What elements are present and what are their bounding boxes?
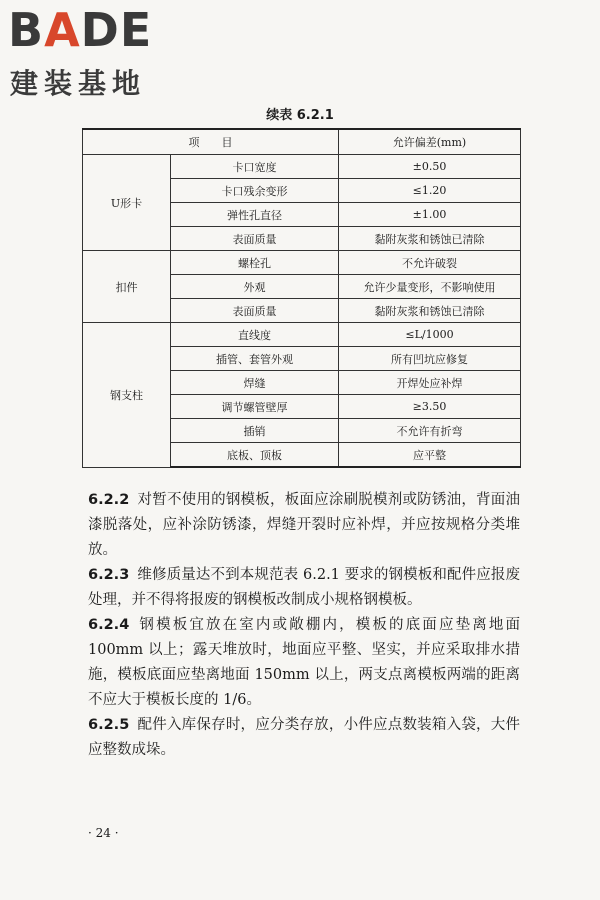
group-name-cell: 钢支柱: [83, 323, 171, 468]
clause-text: 维修质量达不到本规范表 6.2.1 要求的钢模板和配件应报废处理，并不得将报废的钢模板改制成小规格钢模板。: [88, 567, 520, 608]
item-cell: 插管、套管外观: [171, 347, 339, 371]
clause-text: 对暂不使用的钢模板，板面应涂刷脱模剂或防锈油，背面油漆脱落处，应补涂防锈漆，焊缝开裂时应补焊，并应按规格分类堆放。: [88, 492, 520, 558]
item-cell: 弹性孔直径: [171, 203, 339, 227]
group-name-cell: 扣件: [83, 251, 171, 323]
item-cell: 底板、顶板: [171, 443, 339, 468]
item-cell: 焊缝: [171, 371, 339, 395]
tolerance-cell: 允许少量变形，不影响使用: [339, 275, 521, 299]
item-cell: 表面质量: [171, 227, 339, 251]
clause-text: 配件入库保存时，应分类存放，小件应点数装箱入袋，大件应整数成垛。: [88, 717, 520, 758]
header-item: 项 目: [83, 129, 339, 155]
tolerance-cell: ≥3.50: [339, 395, 521, 419]
tolerance-cell: 开焊处应补焊: [339, 371, 521, 395]
item-cell: 插销: [171, 419, 339, 443]
clause-6-2-3: [88, 563, 520, 613]
clause-number: 6.2.5: [88, 717, 130, 733]
item-cell: 直线度: [171, 323, 339, 347]
logo-wordmark: BADE: [8, 3, 153, 57]
tolerance-table: [82, 128, 521, 468]
tolerance-cell: 不允许破裂: [339, 251, 521, 275]
table-row: [83, 251, 521, 275]
clause-6-2-5: [88, 713, 520, 763]
tolerance-cell: ≤L/1000: [339, 323, 521, 347]
clause-number: 6.2.3: [88, 567, 130, 583]
item-cell: 表面质量: [171, 299, 339, 323]
tolerance-cell: 所有凹坑应修复: [339, 347, 521, 371]
item-cell: 螺栓孔: [171, 251, 339, 275]
tolerance-cell: 应平整: [339, 443, 521, 468]
table-title: 续表 6.2.1: [266, 108, 334, 123]
clause-6-2-2: [88, 488, 520, 563]
tolerance-cell: 不允许有折弯: [339, 419, 521, 443]
header-tolerance: 允许偏差(mm): [339, 129, 521, 155]
item-cell: 外观: [171, 275, 339, 299]
item-cell: 卡口残余变形: [171, 179, 339, 203]
clause-number: 6.2.2: [88, 492, 130, 508]
tolerance-cell: ≤1.20: [339, 179, 521, 203]
item-cell: 调节螺管壁厚: [171, 395, 339, 419]
logo-subtitle: 建装基地: [10, 67, 147, 100]
tolerance-cell: 黏附灰浆和锈蚀已清除: [339, 227, 521, 251]
page-number: · 24 ·: [88, 826, 119, 840]
clause-number: 6.2.4: [88, 617, 130, 633]
table-header-row: [83, 129, 521, 155]
tolerance-cell: 黏附灰浆和锈蚀已清除: [339, 299, 521, 323]
group-name-cell: U形卡: [83, 155, 171, 251]
bade-logo: [8, 3, 178, 100]
item-cell: 卡口宽度: [171, 155, 339, 179]
tolerance-cell: ±0.50: [339, 155, 521, 179]
table-row: [83, 323, 521, 347]
clause-6-2-4: [88, 613, 520, 713]
clause-text: 钢模板宜放在室内或敞棚内，模板的底面应垫离地面100mm 以上；露天堆放时，地面应平整、坚实，并应采取排水措施，模板底面应垫离地面 150mm 以上，两支点离模板两端的距离不应大于模板长度的 1/6。: [88, 617, 520, 708]
tolerance-cell: ±1.00: [339, 203, 521, 227]
table-row: [83, 155, 521, 179]
